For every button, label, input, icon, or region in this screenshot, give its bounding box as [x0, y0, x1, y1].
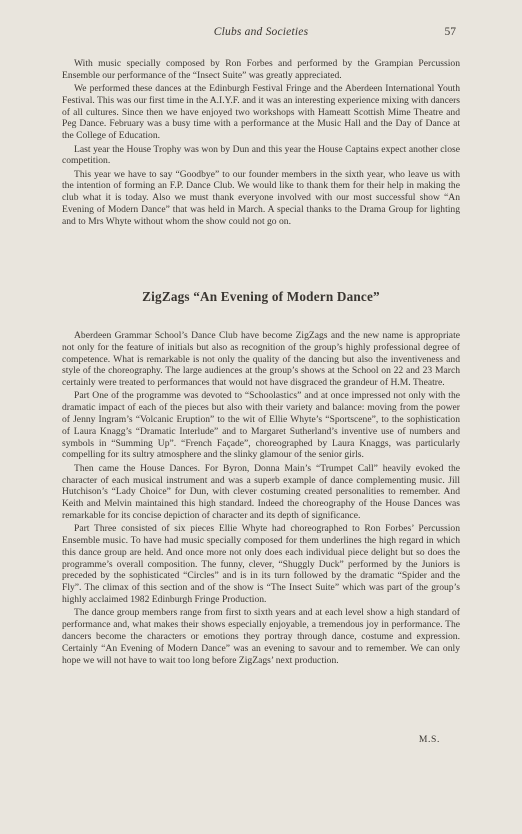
article-title: ZigZags “An Evening of Modern Dance”	[142, 289, 380, 304]
intro-section	[62, 58, 460, 229]
article-paragraph-5: The dance group members range from first to sixth years and at each level show a high standard of performance and, what makes their shows especially enjoyable, a tremendous joy in performance. The dancers become the characters or emotions they portray through dance, costume and expression. Certainly “An Evening of Modern Dance” was an evening to savour and to remember. We can only hope we will not have to wait too long before ZigZags’ next production.	[62, 607, 460, 666]
article-paragraph-3: Then came the House Dances. For Byron, Donna Main’s “Trumpet Call” heavily evoked the character of each musical instrument and was a superb example of dance complementing music. Jill Hutchison’s “Lady Choice” for Dun, with clever costuming created personalities to remember. And Keith and Melvin maintained this high standard. Indeed the choreography of the House Dances was remarkable for its concise depiction of character and its depth of significance.	[62, 462, 460, 521]
intro-paragraph-3: Last year the House Trophy was won by Dun and this year the House Captains expect another close competition.	[62, 143, 460, 167]
article-paragraph-2: Part One of the programme was devoted to “Schoolastics” and at once impressed not only with the dramatic impact of each of the pieces but also with their variety and balance: moving from the power of Jenny Ingram’s “Volcanic Eruption” to the wit of Ellie Whyte’s “Sportscene”, to the sophistication of Laura Knagg’s “Dramatic Interlude” and to Margaret Sutherland’s inventive use of numbers and symbols in “Summing Up”. “French Façade”, choreographed by Laura Knaggs, was particularly compelling for its sultry atmosphere and the slinky glamour of the senior girls.	[62, 390, 460, 461]
intro-paragraph-4: This year we have to say “Goodbye” to our founder members in the sixth year, who leave us with the intention of forming an F.P. Dance Club. We would like to thank them for their help in making the club what it is today. Also we must thank everyone involved with our most successful show “An Evening of Modern Dance” that was held in March. A special thanks to the Drama Group for lighting and to Mrs Whyte without whom the show could not go on.	[62, 168, 460, 227]
article-paragraph-4: Part Three consisted of six pieces Ellie Whyte had choreographed to Ron Forbes’ Percussion Ensemble music. To have had music specially composed for them underlines the high regard in which this dance group are held. And once more not only does each individual piece delight but so does the programme’s overall composition. The funny, clever, “Shuggly Duck” performed by the Juniors is preceded by the sophisticated “Circles” and is in its turn followed by the dramatic “Spider and the Fly”. The climax of this section and of the show is “The Insect Suite” which was part of the group’s highly acclaimed 1982 Edinburgh Fringe Production.	[62, 523, 460, 606]
intro-paragraph-1: With music specially composed by Ron Forbes and performed by the Grampian Percussion Ensemble our performance of the “Insect Suite” was greatly appreciated.	[62, 58, 460, 81]
article-body	[62, 330, 460, 668]
author-signature: M.S.	[418, 734, 440, 745]
running-title: Clubs and Societies	[213, 26, 309, 38]
article-paragraph-1: Aberdeen Grammar School’s Dance Club have become ZigZags and the new name is appropriate not only for the feature of initials but also as recognition of the group’s highly professional degree of competence. What is remarkable is not only the quality of the dancing but also the inventiveness and style of the choreography. The large audiences at the group’s shows at the School on 22 and 23 March certainly were treated to performances that would not have disgraced the grandeur of H.M. Theatre.	[62, 330, 460, 389]
page-header	[0, 26, 522, 42]
intro-paragraph-2: We performed these dances at the Edinburgh Festival Fringe and the Aberdeen International Youth Festival. This was our first time in the A.I.Y.F. and it was an interesting experience mixing with dancers of all cultures. Since then we have enjoyed two workshops with Hameatt Scottish Mime Theatre and Peg Dance. February was a busy time with a performance at the Music Hall and the Day of Dance at the College of Education.	[62, 83, 461, 142]
page-number: 57	[444, 26, 456, 38]
